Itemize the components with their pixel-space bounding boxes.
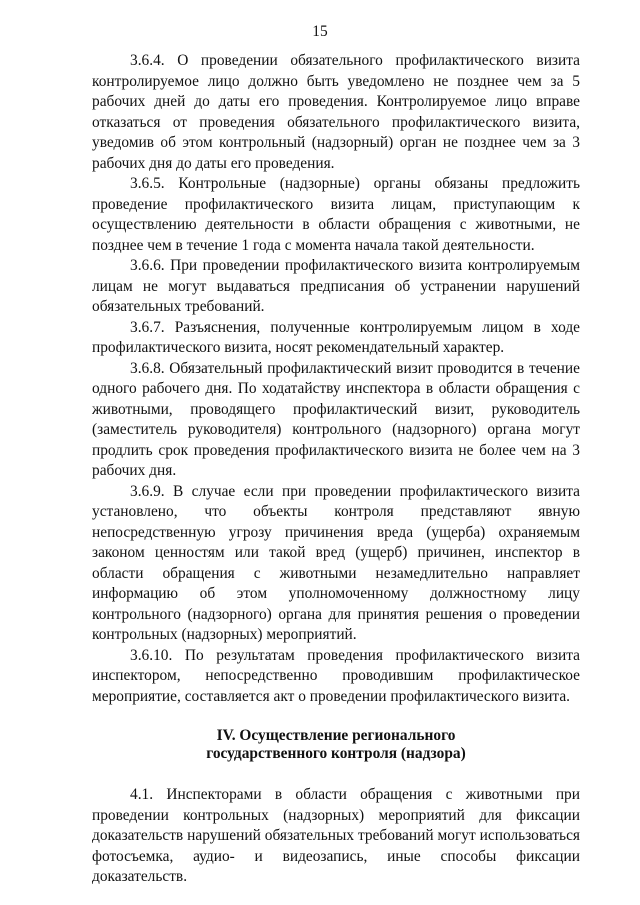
section-heading-line-2: государственного контроля (надзора) [206,745,466,762]
document-body [92,51,580,888]
paragraph-4-1: 4.1. Инспекторами в области обращения с животными при проведении контрольных (надзорных) мероприятий для фиксации доказательств нарушений обязательных требований могут использоваться фотосъемка, аудио- и видеозапись, иные способы фиксации доказательств. [92,786,580,885]
paragraph-3-6-7: 3.6.7. Разъяснения, полученные контролируемым лицом в ходе профилактического визита, носят рекомендательный характер. [92,318,580,356]
page-number: 15 [312,23,328,40]
section-heading [92,727,580,763]
paragraph-3-6-9: 3.6.9. В случае если при проведении профилактического визита установлено, что объекты контроля представляют явную непосредственную угрозу причинения вреда (ущерба) охраняемым законом ценностям или такой вред (ущерб) причинен, инспектор в области обращения с животными незамедлительно направляет информацию об этом уполномоченному должностному лицу контрольного (надзорного) органа для принятия решения о проведении контрольных (надзорных) мероприятий. [92,482,580,643]
paragraph-3-6-5: 3.6.5. Контрольные (надзорные) органы обязаны предложить проведение профилактического визита лицам, приступающим к осуществлению деятельности в области обращения с животными, не позднее чем в течение 1 года с момента начала такой деятельности. [92,175,580,254]
paragraph-3-6-8: 3.6.8. Обязательный профилактический визит проводится в течение одного рабочего дня. По ходатайству инспектора в области обращения с животными, проводящего профилактический визит, руководитель (заместитель руководителя) контрольного (надзорного) органа могут продлить срок проведения профилактического визита не более чем на 3 рабочих дня. [92,359,580,479]
paragraph-3-6-10: 3.6.10. По результатам проведения профилактического визита инспектором, непосредственно проводившим профилактическое мероприятие, составляется акт о проведении профилактического визита. [92,646,580,705]
paragraph-3-6-4: 3.6.4. О проведении обязательного профилактического визита контролируемое лицо должно быть уведомлено не позднее чем за 5 рабочих дней до даты его проведения. Контролируемое лицо вправе отказаться от проведения обязательного профилактического визита, уведомив об этом контрольный (надзорный) орган не позднее чем за 3 рабочих дня до даты его проведения. [92,52,580,172]
paragraph-3-6-6: 3.6.6. При проведении профилактического визита контролируемым лицам не могут выдаваться предписания об устранении нарушений обязательных требований. [92,257,580,315]
section-heading-line-1: IV. Осуществление регионального [216,727,456,744]
